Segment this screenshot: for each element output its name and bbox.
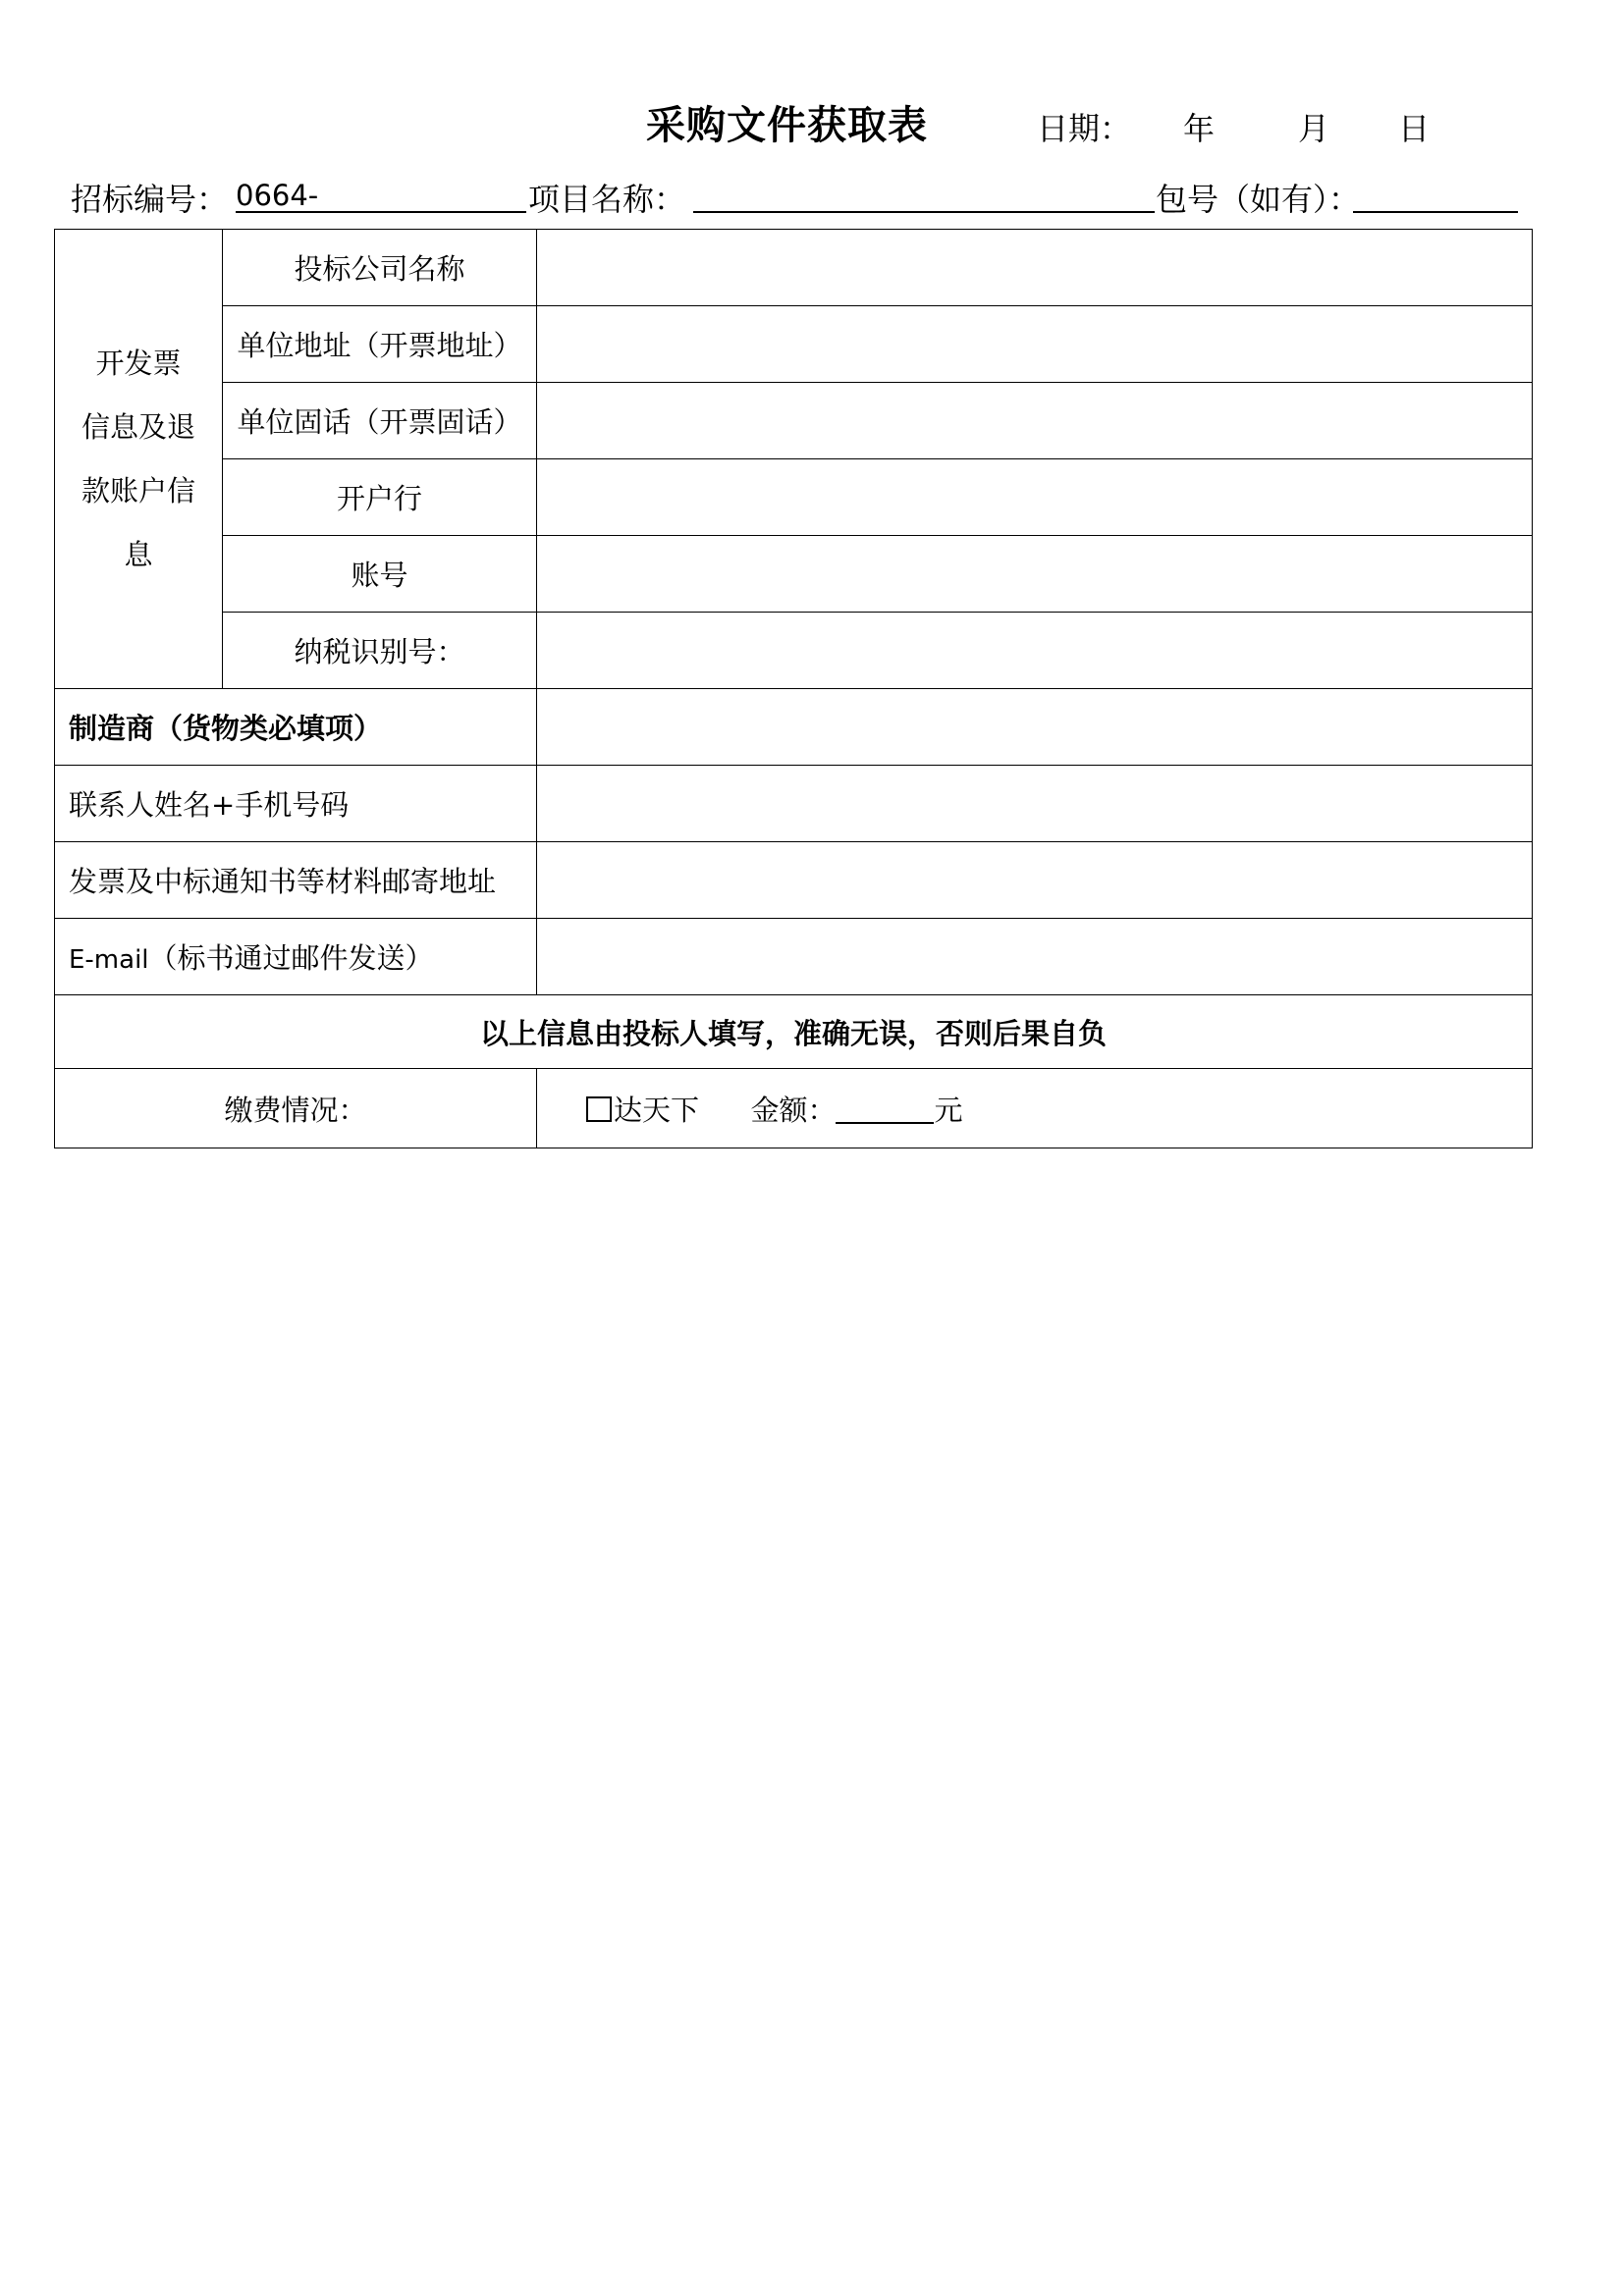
payment-checkbox[interactable]: [586, 1096, 612, 1122]
manufacturer-field[interactable]: [537, 689, 1533, 766]
project-name-field[interactable]: [693, 211, 1155, 213]
invoice-refund-group-label: [55, 230, 223, 689]
date-month-label: 月: [1298, 110, 1330, 147]
account-number-label: 账号: [223, 536, 537, 613]
package-number-field[interactable]: [1353, 211, 1518, 213]
table-row: [55, 306, 1533, 383]
company-phone-field[interactable]: [537, 383, 1533, 459]
contact-label: 联系人姓名+手机号码: [55, 766, 537, 842]
date-label: 日期：: [1037, 110, 1132, 147]
email-field[interactable]: [537, 919, 1533, 995]
table-row: [55, 536, 1533, 613]
tax-id-label: 纳税识别号：: [223, 613, 537, 689]
project-name-label: 项目名称：: [528, 181, 686, 218]
bid-number-prefix: 0664-: [236, 179, 319, 212]
payment-option-label: 达天下: [614, 1093, 700, 1127]
company-name-label: 投标公司名称: [223, 230, 537, 306]
table-row: [55, 1069, 1533, 1148]
group-label-line: 息: [124, 537, 153, 571]
group-label-line: 开发票: [95, 346, 182, 380]
amount-unit: 元: [934, 1093, 963, 1127]
manufacturer-label: 制造商（货物类必填项）: [55, 689, 537, 766]
payment-cell: [537, 1069, 1533, 1148]
company-phone-label: 单位固话（开票固话）: [223, 383, 537, 459]
payment-label: 缴费情况：: [55, 1069, 537, 1148]
email-label-prefix: E-mail: [69, 945, 149, 975]
tax-id-field[interactable]: [537, 613, 1533, 689]
email-label-suffix: （标书通过邮件发送）: [148, 941, 434, 975]
account-number-field[interactable]: [537, 536, 1533, 613]
bid-number-field[interactable]: [236, 211, 526, 213]
package-number-label: 包号（如有）：: [1156, 181, 1361, 218]
mailing-address-label: 发票及中标通知书等材料邮寄地址: [55, 842, 537, 919]
procurement-form-table: [54, 229, 1533, 1148]
contact-field[interactable]: [537, 766, 1533, 842]
bank-label: 开户行: [223, 459, 537, 536]
email-label: [55, 919, 537, 995]
table-row: [55, 689, 1533, 766]
table-row: [55, 766, 1533, 842]
form-title: 采购文件获取表: [646, 102, 928, 148]
group-label-line: 信息及退: [81, 409, 195, 444]
amount-label: 金额：: [750, 1093, 837, 1127]
table-row: [55, 995, 1533, 1069]
group-label-line: 款账户信: [81, 473, 195, 507]
notice-text: 以上信息由投标人填写，准确无误，否则后果自负: [55, 995, 1533, 1069]
date-year-label: 年: [1183, 110, 1216, 147]
table-row: [55, 230, 1533, 306]
table-row: [55, 919, 1533, 995]
company-name-field[interactable]: [537, 230, 1533, 306]
bid-number-label: 招标编号：: [71, 181, 229, 218]
bank-field[interactable]: [537, 459, 1533, 536]
amount-field[interactable]: [836, 1096, 934, 1124]
company-address-label: 单位地址（开票地址）: [223, 306, 537, 383]
table-row: [55, 613, 1533, 689]
company-address-field[interactable]: [537, 306, 1533, 383]
table-row: [55, 842, 1533, 919]
date-day-label: 日: [1398, 110, 1431, 147]
table-row: [55, 459, 1533, 536]
mailing-address-field[interactable]: [537, 842, 1533, 919]
table-row: [55, 383, 1533, 459]
